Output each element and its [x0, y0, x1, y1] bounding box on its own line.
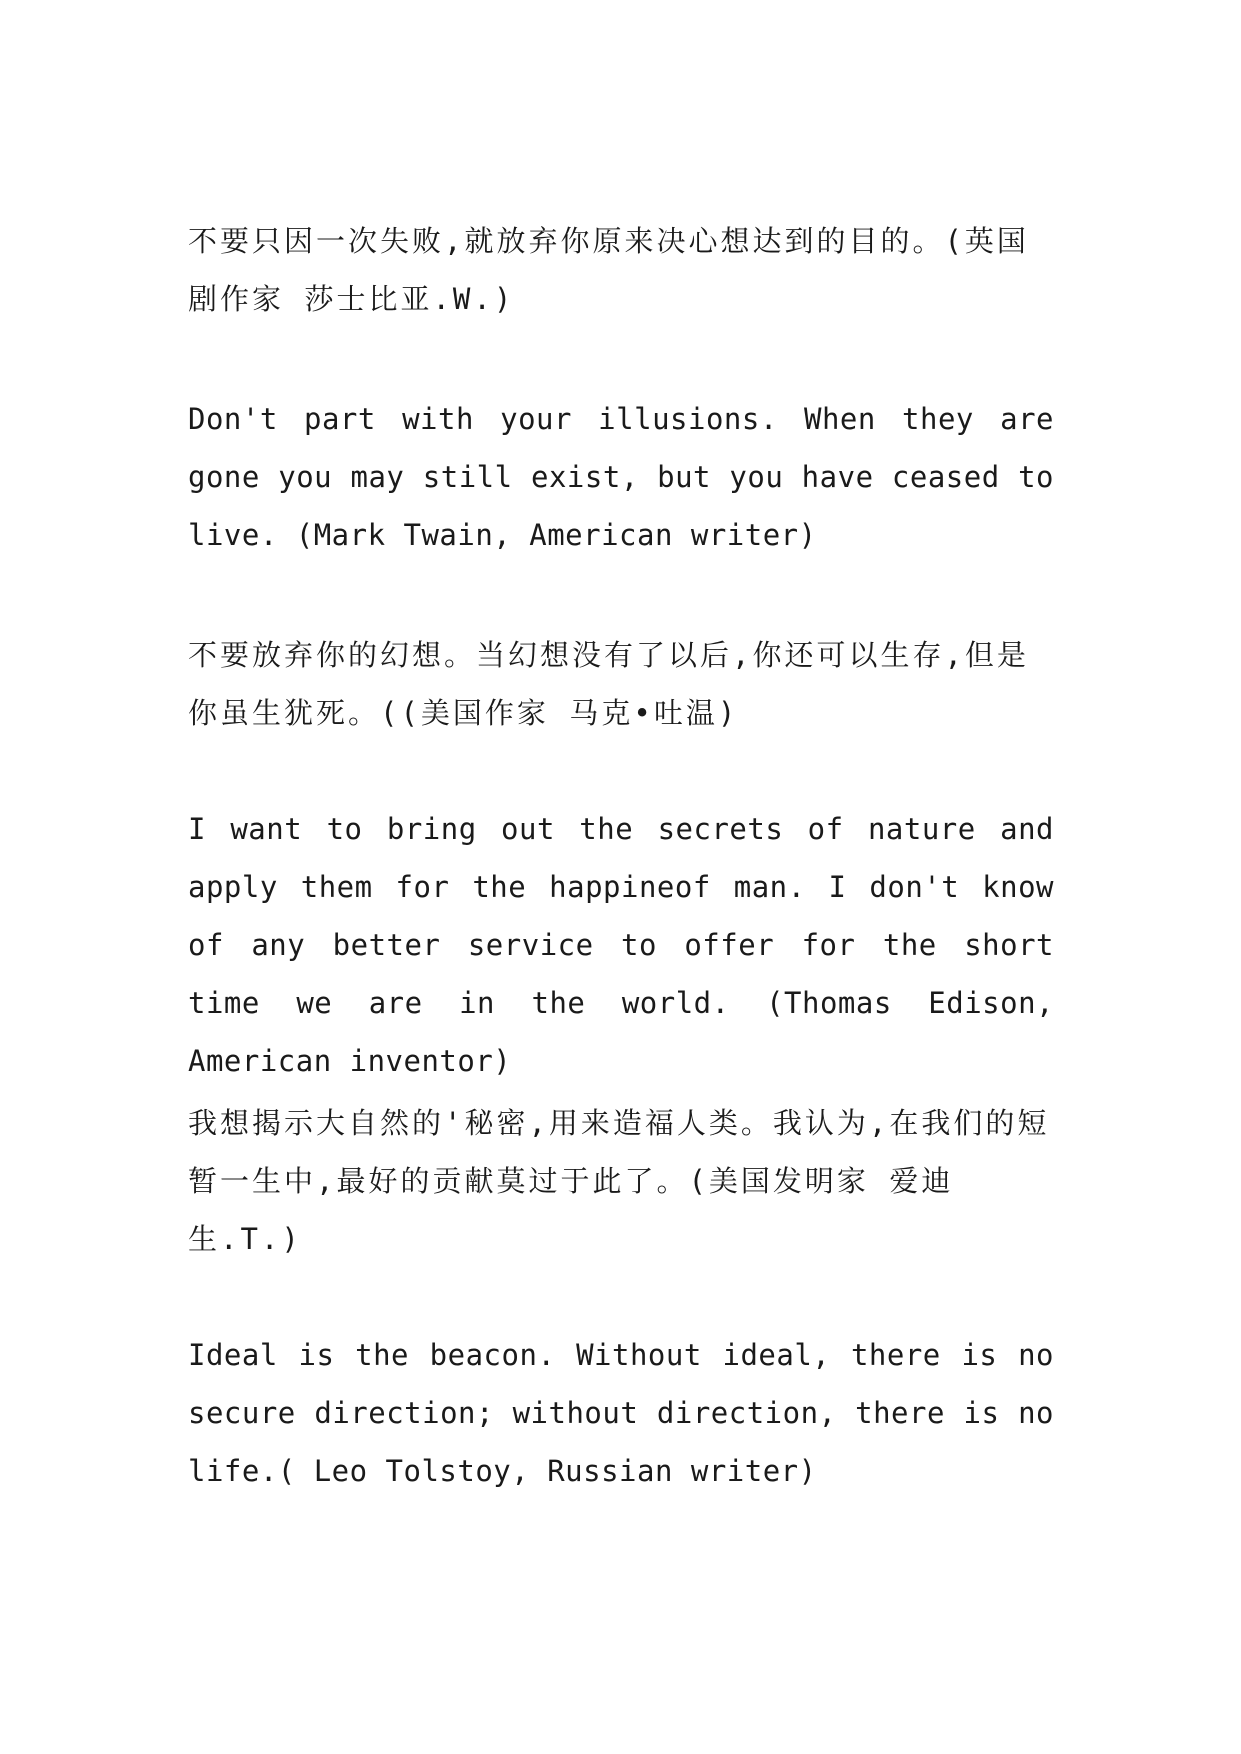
- quote-twain-chinese: 不要放弃你的幻想。当幻想没有了以后,你还可以生存,但是你虽生犹死。((美国作家 马克•吐温): [188, 638, 1029, 730]
- quote-shakespeare-chinese: 不要只因一次失败,就放弃你原来决心想达到的目的。(英国剧作家 莎士比亚.W.): [188, 224, 1029, 316]
- quote-edison-english: I want to bring out the secrets of nature and apply them for the happineof man. I don't know of any better service to offer for the short time we are in the world. (Thomas Edison, American inventor): [188, 812, 1054, 1078]
- quote-twain-english: Don't part with your illusions. When they are gone you may still exist, but you have ceased to live. (Mark Twain, American writer): [188, 402, 1054, 552]
- quote-tolstoy-english: Ideal is the beacon. Without ideal, there is no secure direction; without direction, there is no life.( Leo Tolstoy, Russian writer): [188, 1338, 1054, 1488]
- quote-edison-chinese: 我想揭示大自然的'秘密,用来造福人类。我认为,在我们的短暂一生中,最好的贡献莫过于此了。(美国发明家 爱迪生.T.): [188, 1106, 1050, 1256]
